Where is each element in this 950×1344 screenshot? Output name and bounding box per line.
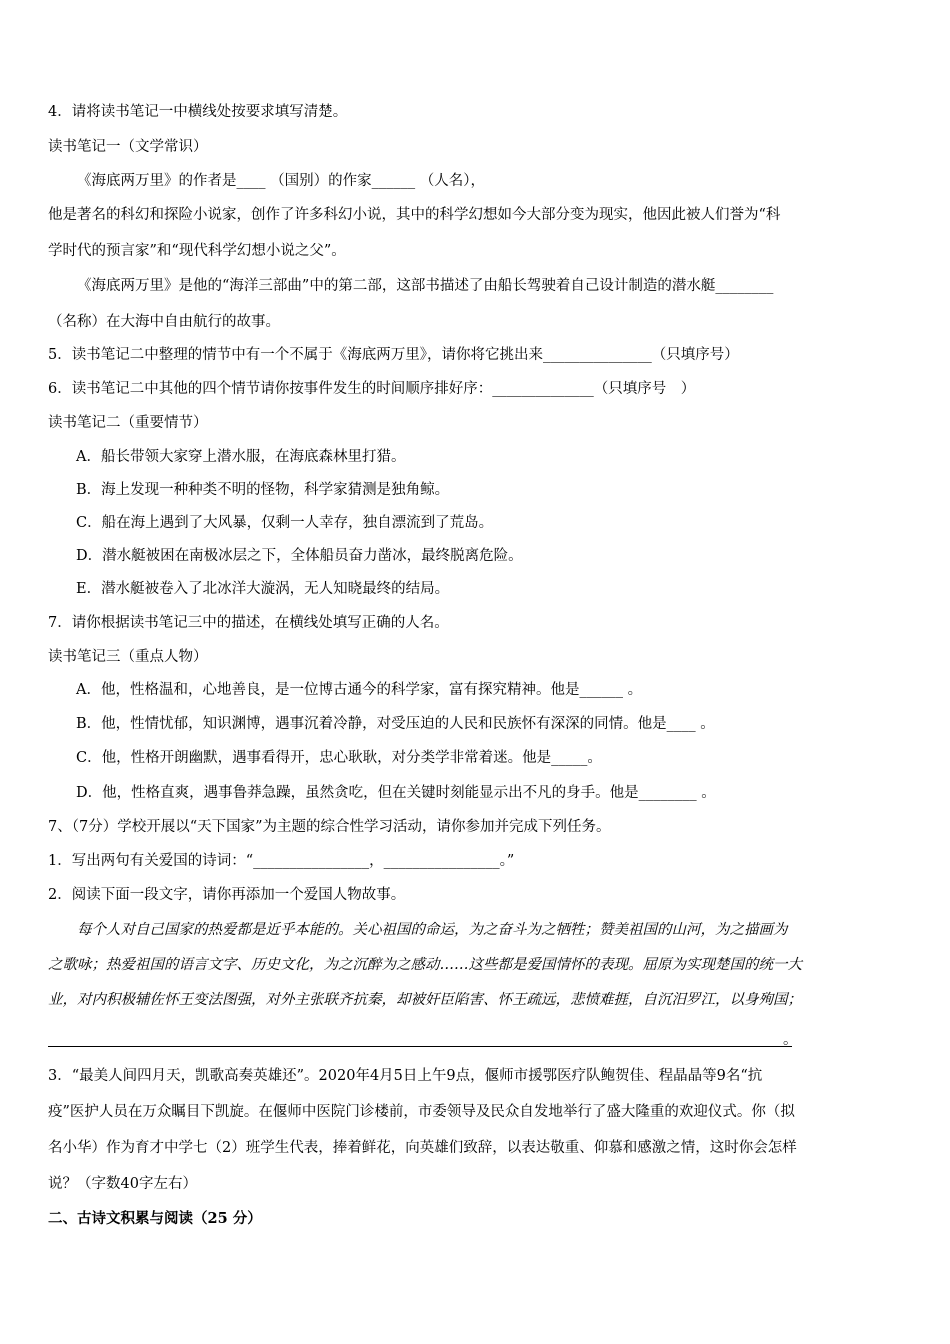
note1-title: 读书笔记一（文学常识） bbox=[48, 139, 208, 155]
task7-sub3-line3: 名小华）作为育才中学七（2）班学生代表，捧着鲜花，向英雄们致辞，以表达敬重、仰慕和感激之情，这时你会怎样 bbox=[48, 1140, 797, 1156]
task7-sub3-line1: 3．“最美人间四月天，凯歌高奏英雄还”。2020年4月5日上午9点，偃师市援鄂医疗队鲍贺佳、程晶晶等9名“抗 bbox=[48, 1068, 763, 1084]
note2-item-c: C．船在海上遇到了大风暴，仅剩一人幸存，独自漂流到了荒岛。 bbox=[76, 515, 494, 531]
section2-title: 二、古诗文积累与阅读（25 分） bbox=[48, 1210, 262, 1227]
answer-blank-line bbox=[48, 1046, 792, 1047]
note2-title: 读书笔记二（重要情节） bbox=[48, 415, 208, 431]
note3-item-a: A．他，性格温和，心地善良，是一位博古通今的科学家，富有探究精神。他是______ 。 bbox=[76, 682, 643, 698]
note1-line3: 学时代的预言家”和“现代科学幻想小说之父”。 bbox=[48, 243, 346, 259]
passage-line2: 之歌咏；热爱祖国的语言文字、历史文化，为之沉醉为之感动……这些都是爱国情怀的表现。屈原为实现楚国的统一大 bbox=[48, 957, 802, 973]
note1-line2: 他是著名的科幻和探险小说家，创作了许多科幻小说，其中的科学幻想如今大部分变为现实，他因此被人们誉为“科 bbox=[48, 207, 781, 223]
q7-prompt: 7．请你根据读书笔记三中的描述，在横线处填写正确的人名。 bbox=[48, 615, 449, 631]
passage-line3: 业，对内积极辅佐怀王变法图强，对外主张联齐抗秦，却被奸臣陷害、怀王疏远，悲愤难捱，自沉汨罗江，以身殉国； bbox=[48, 992, 802, 1008]
task7-sub3-line4: 说？（字数40字左右） bbox=[48, 1176, 197, 1192]
note2-item-d: D．潜水艇被困在南极冰层之下，全体船员奋力凿冰，最终脱离危险。 bbox=[76, 548, 523, 564]
note2-item-a: A．船长带领大家穿上潜水服，在海底森林里打猎。 bbox=[76, 449, 406, 465]
note2-item-e: E．潜水艇被卷入了北冰洋大漩涡，无人知晓最终的结局。 bbox=[76, 581, 450, 597]
task7-sub2: 2．阅读下面一段文字，请你再添加一个爱国人物故事。 bbox=[48, 887, 406, 903]
task7-sub3-line2: 疫”医护人员在万众瞩目下凯旋。在偃师中医院门诊楼前，市委领导及民众自发地举行了盛大隆重的欢迎仪式。你（拟 bbox=[48, 1104, 795, 1120]
note3-item-b: B．他，性情忧郁，知识渊博，遇事沉着冷静，对受压迫的人民和民族怀有深深的同情。他是____ 。 bbox=[76, 716, 715, 732]
note1-line5: （名称）在大海中自由航行的故事。 bbox=[48, 314, 280, 330]
q4-prompt: 4．请将读书笔记一中横线处按要求填写清楚。 bbox=[48, 104, 348, 120]
note1-line1: 《海底两万里》的作者是____ （国别）的作家______ （人名）， bbox=[77, 173, 485, 189]
q6-prompt: 6．读书笔记二中其他的四个情节请你按事件发生的时间顺序排好序：______________（只填序号 ） bbox=[48, 381, 696, 397]
passage-line1: 每个人对自己国家的热爱都是近乎本能的。关心祖国的命运，为之奋斗为之牺牲；赞美祖国的山河，为之描画为 bbox=[77, 922, 788, 938]
passage-end-mark: 。 bbox=[783, 1032, 798, 1048]
note2-item-b: B．海上发现一种种类不明的怪物，科学家猜测是独角鲸。 bbox=[76, 482, 450, 498]
task7-sub1: 1．写出两句有关爱国的诗词：“________________，________________。” bbox=[48, 853, 515, 869]
note3-title: 读书笔记三（重点人物） bbox=[48, 649, 208, 665]
note1-line4: 《海底两万里》是他的“海洋三部曲”中的第二部，这部书描述了由船长驾驶着自己设计制造的潜水艇________ bbox=[77, 278, 774, 294]
q5-prompt: 5．读书笔记二中整理的情节中有一个不属于《海底两万里》，请你将它挑出来_______________（只填序号） bbox=[48, 347, 739, 363]
note3-item-d: D．他，性格直爽，遇事鲁莽急躁，虽然贪吃，但在关键时刻能显示出不凡的身手。他是________ 。 bbox=[76, 785, 716, 801]
note3-item-c: C．他，性格开朗幽默，遇事看得开，忠心耿耿，对分类学非常着迷。他是_____。 bbox=[76, 750, 602, 766]
task7-header: 7、（7分）学校开展以“天下国家”为主题的综合性学习活动，请你参加并完成下列任务。 bbox=[48, 819, 611, 835]
